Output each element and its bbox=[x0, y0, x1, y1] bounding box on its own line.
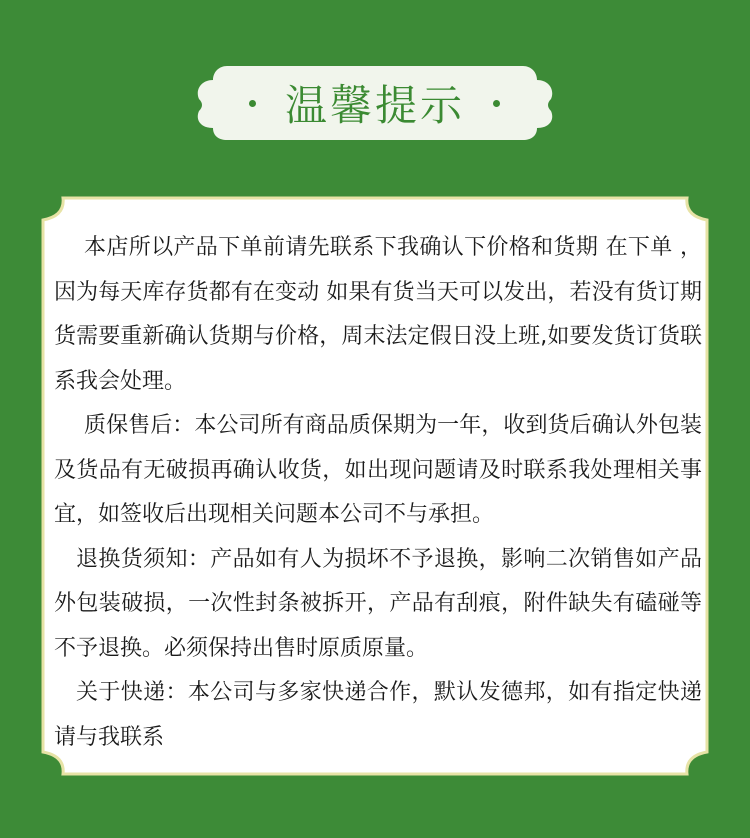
paragraph-warranty: 质保售后：本公司所有商品质保期为一年，收到货后确认外包装及货品有无破损再确认收货，如出现问题请及时联系我处理相关事宜，如签收后出现相关问题本公司不与承担。 bbox=[54, 413, 702, 527]
paragraph-order-notice: 本店所以产品下单前请先联系下我确认下价格和货期 在下单 ，因为每天库存货都有在变动 如果有货当天可以发出，若没有货订期货需要重新确认货期与价格，周末法定假日没上班,如要发货订货联系我会处理。 bbox=[54, 235, 702, 394]
title-dot-right bbox=[493, 100, 500, 107]
paragraph-returns: 退换货须知：产品如有人为损坏不予退换，影响二次销售如产品外包装破损，一次性封条被拆开，产品有刮痕，附件缺失有磕碰等不予退换。必须保持出售时原质原量。 bbox=[54, 546, 702, 661]
notice-card bbox=[39, 196, 711, 778]
page-title: 温馨提示 bbox=[284, 81, 465, 130]
paragraph-shipping: 关于快递：本公司与多家快递合作，默认发德邦，如有指定快递请与我联系 bbox=[54, 680, 702, 750]
title-badge bbox=[193, 62, 557, 144]
notice-text bbox=[54, 226, 702, 760]
